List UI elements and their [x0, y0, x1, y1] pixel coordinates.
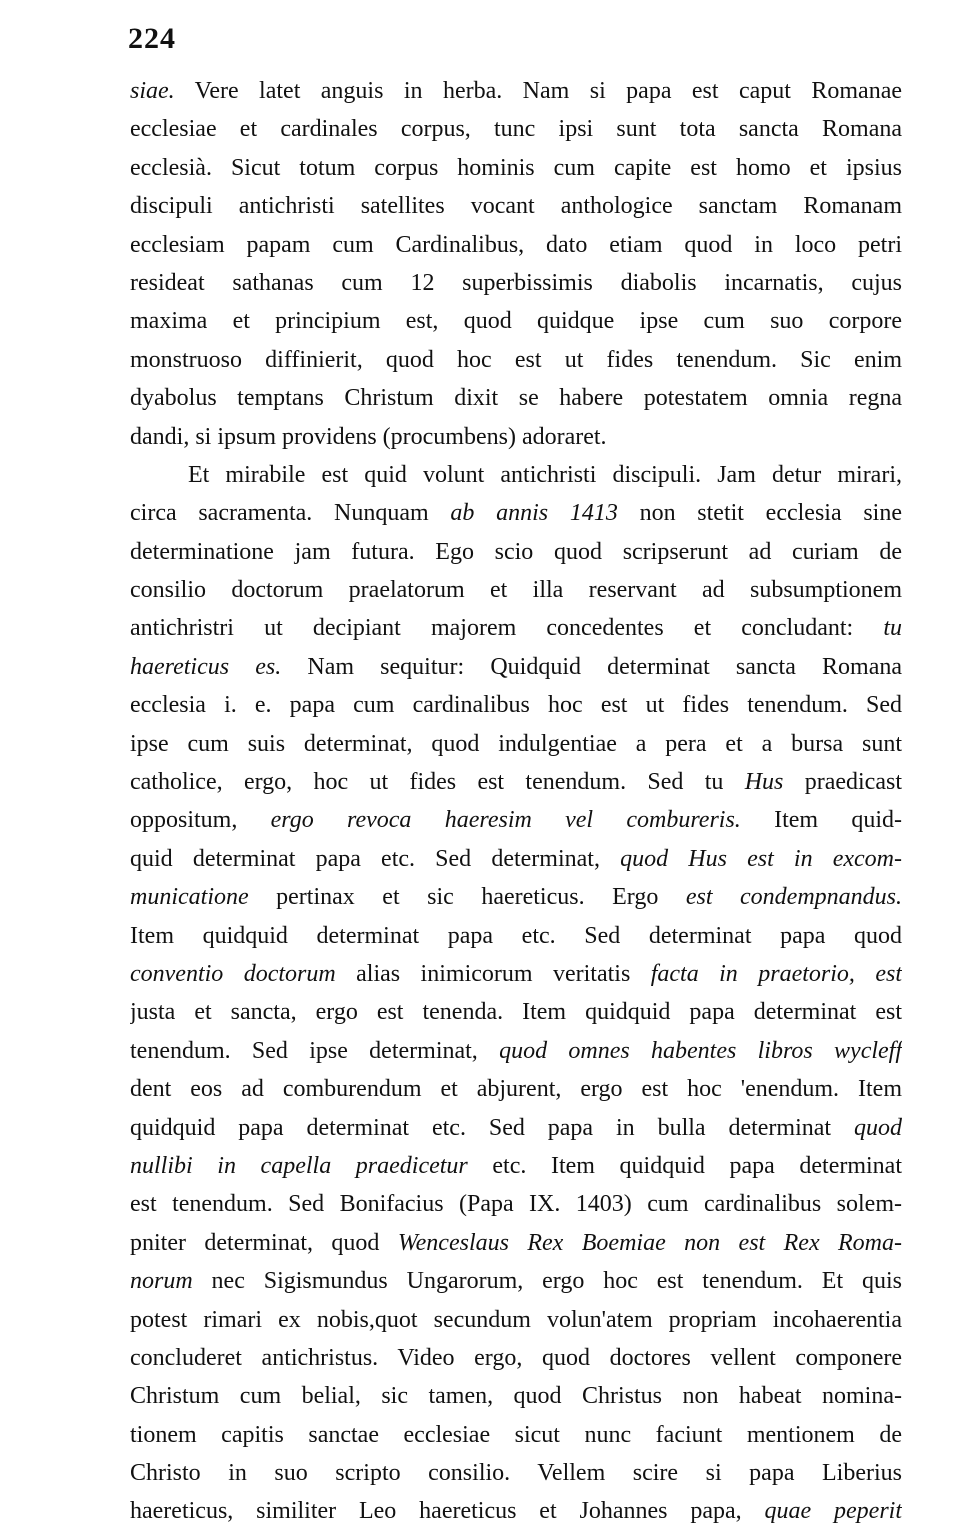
text-line — [130, 840, 902, 878]
text-segment: circa sacramenta. Nunquam — [130, 500, 451, 527]
text-line — [130, 1262, 902, 1300]
text-line — [130, 1416, 902, 1454]
text-line — [130, 1224, 902, 1262]
text-line — [130, 494, 902, 532]
italic-text-segment: siae. — [130, 78, 175, 104]
text-line — [130, 418, 902, 456]
text-segment: Item quid- — [740, 807, 902, 834]
text-segment: Christo in suo scripto consilio. Vellem scire si papa Liberius — [130, 1460, 902, 1487]
text-line — [130, 1032, 902, 1070]
text-segment: ecclesià. Sicut totum corpus hominis cum capite est homo et ipsius — [130, 154, 902, 181]
text-line — [130, 187, 902, 225]
text-line — [130, 686, 902, 724]
text-line — [130, 379, 902, 417]
text-segment: quidquid papa determinat etc. Sed papa in bulla determinat — [130, 1114, 854, 1141]
text-line — [130, 1147, 902, 1185]
text-line — [130, 1492, 902, 1530]
text-segment: ecclesiae et cardinales corpus, tunc ipsi sunt tota sancta Romana — [130, 116, 902, 143]
text-line — [130, 1109, 902, 1147]
text-segment: justa et sancta, ergo est tenenda. Item quidquid papa determinat est — [130, 999, 902, 1026]
text-segment: pertinax et sic haereticus. Ergo — [248, 884, 686, 911]
text-segment: non stetit ecclesia sine — [617, 500, 902, 527]
text-line — [130, 763, 902, 801]
text-line — [130, 725, 902, 763]
italic-text-segment: quae peperit — [764, 1498, 902, 1525]
text-line — [130, 264, 902, 302]
italic-text-segment: quod omnes habentes libros wycleff — [499, 1037, 902, 1064]
text-line — [130, 149, 902, 187]
text-segment: praedicast — [783, 769, 902, 796]
text-segment: Et mirabile est quid volunt antichristi discipuli. Jam detur mirari, — [188, 461, 902, 488]
text-segment: oppositum, — [130, 807, 271, 834]
text-segment: resideat sathanas cum 12 superbissimis diabolis incarnatis, cujus — [130, 269, 902, 296]
text-segment: Nam sequitur: Quidquid determinat sancta Romana — [281, 653, 902, 680]
text-segment: maxima et principium est, quod quidque ipse cum suo corpore — [130, 308, 902, 335]
text-line — [130, 1454, 902, 1492]
text-segment: tenendum. Sed ipse determinat, — [130, 1037, 500, 1064]
text-segment: consilio doctorum praelatorum et illa reservant ad subsumptionem — [130, 577, 902, 604]
text-line — [130, 609, 902, 647]
text-line — [130, 456, 902, 494]
text-segment: dent eos ad comburendum et abjurent, ergo est hoc 'enendum. Item — [130, 1076, 902, 1103]
text-segment: Item quidquid determinat papa etc. Sed determinat papa quod — [130, 922, 902, 949]
text-segment: determinatione jam futura. Ego scio quod scripserunt ad curiam de — [130, 538, 902, 565]
text-segment: Vere latet anguis in herba. Nam si papa est caput Romanae — [174, 78, 902, 104]
text-segment: concluderet antichristus. Video ergo, quod doctores vellent componere — [130, 1344, 902, 1371]
italic-text-segment: Hus — [744, 769, 784, 796]
text-segment: alias inimicorum veritatis — [335, 960, 651, 987]
text-line — [130, 226, 902, 264]
text-line — [130, 1377, 902, 1415]
text-line — [130, 993, 902, 1031]
text-segment: discipuli antichristi satellites vocant anthologice sanctam Romanam — [130, 193, 902, 220]
italic-text-segment: quod Hus est in excom- — [620, 845, 902, 872]
italic-text-segment: norum — [130, 1268, 193, 1295]
italic-text-segment: ergo revoca haeresim vel combureris. — [270, 807, 741, 834]
text-segment: ipse cum suis determinat, quod indulgentiae a pera et a bursa sunt — [130, 730, 902, 757]
italic-text-segment: Wenceslaus Rex Boemiae non est Rex Roma- — [397, 1229, 902, 1256]
text-line — [130, 917, 902, 955]
text-line — [130, 648, 902, 686]
text-segment: dyabolus temptans Christum dixit se habere potestatem omnia regna — [130, 385, 902, 412]
text-segment: haereticus, similiter Leo haereticus et Johannes papa, — [130, 1498, 765, 1525]
text-segment: quid determinat papa etc. Sed determinat, — [130, 845, 621, 872]
text-line — [130, 1301, 902, 1339]
italic-text-segment: quod — [854, 1114, 902, 1141]
text-line — [130, 1185, 902, 1223]
text-line — [130, 341, 902, 379]
text-segment: pniter determinat, quod — [130, 1229, 398, 1256]
text-segment: Christum cum belial, sic tamen, quod Christus non habeat nomina- — [130, 1383, 902, 1410]
text-segment: est tenendum. Sed Bonifacius (Papa IX. 1403) cum cardinalibus solem- — [130, 1191, 902, 1218]
italic-text-segment: nullibi in capella praedicetur — [130, 1152, 468, 1179]
text-line — [130, 955, 902, 993]
text-line — [130, 1339, 902, 1377]
text-line — [130, 801, 902, 839]
italic-text-segment: est condempnandus. — [685, 884, 902, 911]
text-line — [130, 1070, 902, 1108]
text-line — [130, 110, 902, 148]
text-segment: ecclesiam papam cum Cardinalibus, dato etiam quod in loco petri — [130, 231, 902, 258]
text-line — [130, 533, 902, 571]
italic-text-segment: tu — [883, 615, 902, 642]
text-segment: nec Sigismundus Ungarorum, ergo hoc est tenendum. Et quis — [192, 1268, 902, 1295]
text-segment: catholice, ergo, hoc ut fides est tenendum. Sed tu — [130, 769, 745, 796]
text-segment: dandi, si ipsum providens (procumbens) adoraret. — [130, 423, 607, 450]
italic-text-segment: municatione — [130, 884, 249, 911]
italic-text-segment: facta in praetorio, est — [650, 960, 902, 987]
italic-text-segment: haereticus es. — [130, 653, 282, 680]
italic-text-segment: conventio doctorum — [130, 960, 336, 987]
text-segment: monstruoso diffinierit, quod hoc est ut fides tenendum. Sic enim — [130, 346, 902, 373]
text-line — [130, 571, 902, 609]
text-line — [130, 72, 902, 110]
text-segment: potest rimari ex nobis,quot secundum volun'atem propriam incohaerentia — [130, 1306, 902, 1333]
page-number: 224 — [128, 22, 176, 55]
text-line — [130, 878, 902, 916]
body-text — [130, 72, 902, 1531]
text-segment: antichristri ut decipiant majorem concedentes et concludant: — [130, 615, 884, 642]
text-line — [130, 302, 902, 340]
text-segment: etc. Item quidquid papa determinat — [467, 1152, 902, 1179]
text-segment: ecclesia i. e. papa cum cardinalibus hoc est ut fides tenendum. Sed — [130, 692, 902, 719]
text-segment: tionem capitis sanctae ecclesiae sicut nunc faciunt mentionem de — [130, 1421, 902, 1448]
italic-text-segment: ab annis 1413 — [450, 500, 618, 527]
